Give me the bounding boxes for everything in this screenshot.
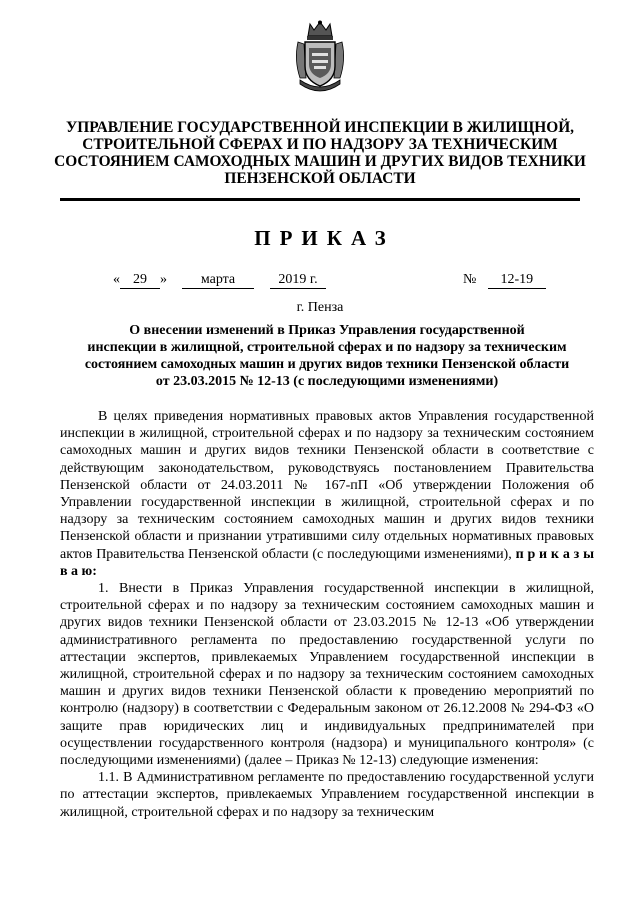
order-subject [60, 322, 594, 390]
quote-open: « [113, 272, 120, 287]
subject-line: О внесении изменений в Приказ Управления государственной [129, 323, 525, 338]
subject-line: инспекции в жилищной, строительной сферах и по надзору за техническим [87, 340, 567, 355]
order-body [60, 408, 594, 821]
day-value: 29 [120, 272, 160, 289]
org-line: СТРОИТЕЛЬНОЙ СФЕРАХ И ПО НАДЗОРУ ЗА ТЕХНИЧЕСКИМ [82, 136, 558, 153]
item-1-paragraph: 1. Внести в Приказ Управления государственной инспекции в жилищной, строительной сферах и по надзору за техническим состоянием самоходных машин и других видов техники Пензенской области от 23.03.2015 № 12-13 «Об утверждении административного регламента по предоставлению государственной услуги по аттестации экспертов, привлекаемых Управлением государственной инспекции в жилищной, строительной сферах и по надзору за техническим состоянием самоходных машин и других видов техники Пензенской области к проведению мероприятий по контролю (надзору) в соответствии с Федеральным законом от 26.12.2008 № 294-ФЗ «О защите прав юридических лиц и индивидуальных предпринимателей при осуществлении государственного контроля (надзора) и муниципального контроля» (с последующими изменениями) (далее – Приказ № 12-13) следующие изменения: [60, 581, 594, 769]
subject-line: состоянием самоходных машин и других видов техники Пензенской области [84, 357, 570, 372]
org-line: ПЕНЗЕНСКОЙ ОБЛАСТИ [224, 170, 416, 187]
date-year [270, 272, 326, 289]
year-value: 2019 г. [270, 272, 326, 289]
date-month [182, 272, 254, 289]
preamble-paragraph [60, 408, 594, 580]
document-title: ПРИКАЗ [254, 226, 395, 250]
quote-close: » [160, 272, 167, 287]
header-divider [60, 198, 580, 201]
month-value: марта [182, 272, 254, 289]
document-number [463, 272, 546, 289]
order-word: п р и к а з ы в а ю: [60, 546, 595, 579]
number-sign: № [463, 272, 477, 287]
org-line: УПРАВЛЕНИЕ ГОСУДАРСТВЕННОЙ ИНСПЕКЦИИ В ЖИЛИЩНОЙ, [65, 119, 575, 136]
item-1-1-paragraph: 1.1. В Административном регламенте по предоставлению государственной услуги по аттестации экспертов, привлекаемых Управлением государственной инспекции в жилищной, строительной сферах и по надзору за техническим [60, 770, 594, 820]
date-day [113, 272, 167, 289]
city: г. Пенза [296, 300, 344, 315]
subject-line: от 23.03.2015 № 12-13 (с последующими изменениями) [155, 374, 499, 389]
organization-name [40, 119, 600, 187]
org-line: СОСТОЯНИЕМ САМОХОДНЫХ МАШИН И ДРУГИХ ВИДОВ ТЕХНИКИ [54, 153, 586, 170]
preamble-text: В целях приведения нормативных правовых актов Управления государственной инспекции в жилищной, строительной сферах и по надзору за техническим состоянием самоходных машин и других видов техники Пензенской области в соответствие с действующим законодательством, руководствуясь постановлением Правительства Пензенской области от 24.03.2011 № 167-пП «Об утверждении Положения об Управлении государственной инспекции в жилищной, строительной сферах и по надзору за техническим состоянием самоходных машин и других видов техники Пензенской области и признании утратившими силу отдельных нормативных правовых актов Правительства Пензенской области (с последующими изменениями), [60, 409, 594, 562]
coat-of-arms-icon [292, 20, 348, 94]
number-value: 12-19 [488, 272, 546, 289]
